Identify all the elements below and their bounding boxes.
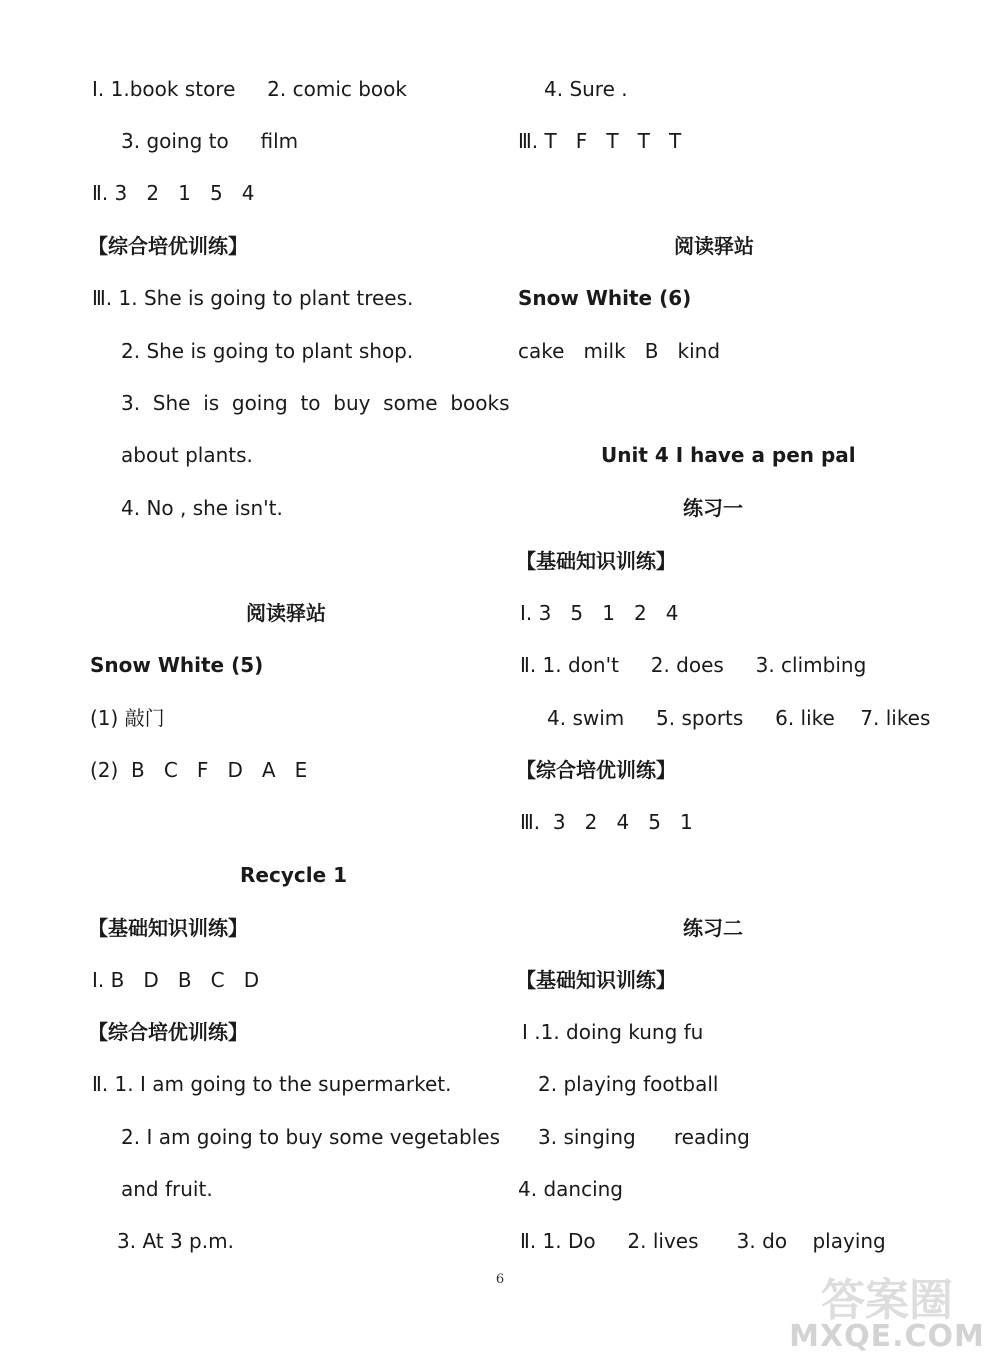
answer-line: Ⅲ. 1. She is going to plant trees.: [92, 286, 414, 310]
answer-line: Ⅰ. B D B C D: [92, 968, 260, 992]
answer-line: Ⅱ. 1. I am going to the supermarket.: [92, 1072, 452, 1096]
answer-line: 阅读驿站: [246, 601, 326, 625]
answer-line: Ⅱ. 3 2 1 5 4: [92, 181, 255, 205]
answer-line: 2. She is going to plant shop.: [121, 339, 414, 363]
answer-line: 阅读驿站: [674, 234, 754, 258]
answer-line: 4. Sure .: [544, 77, 628, 101]
answer-line: 【基础知识训练】: [516, 968, 676, 992]
answer-line: 2. I am going to buy some vegetables: [121, 1125, 501, 1149]
answer-line: Ⅰ .1. doing kung fu: [522, 1020, 704, 1044]
answer-line: Ⅱ. 1. Do 2. lives 3. do playing: [520, 1229, 886, 1253]
answer-line: Recycle 1: [240, 863, 348, 887]
answer-line: cake milk B kind: [518, 339, 721, 363]
answer-line: 练习一: [683, 496, 743, 520]
answer-line: Ⅲ. T F T T T: [518, 129, 682, 153]
answer-line: (2) B C F D A E: [90, 758, 308, 782]
answer-line: 4. dancing: [518, 1177, 623, 1201]
answer-line: 【综合培优训练】: [88, 1020, 248, 1044]
answer-line: Unit 4 I have a pen pal: [601, 443, 856, 467]
answer-line: 3. She is going to buy some books: [121, 391, 510, 415]
answer-line: 3. singing reading: [538, 1125, 750, 1149]
answer-line: 【基础知识训练】: [516, 549, 676, 573]
answer-line: 3. At 3 p.m.: [117, 1229, 234, 1253]
answer-line: Ⅰ. 1.book store 2. comic book: [92, 77, 407, 101]
answer-line: about plants.: [121, 443, 253, 467]
page-number: 6: [495, 1272, 505, 1287]
answer-line: Ⅱ. 1. don't 2. does 3. climbing: [520, 653, 867, 677]
answer-line: Ⅰ. 3 5 1 2 4: [520, 601, 679, 625]
watermark: [782, 1264, 992, 1354]
answer-line: Ⅲ. 3 2 4 5 1: [520, 810, 693, 834]
answer-line: 4. No , she isn't.: [121, 496, 283, 520]
answer-line: Snow White (6): [518, 286, 692, 310]
answer-line: and fruit.: [121, 1177, 213, 1201]
answer-line: 4. swim 5. sports 6. like 7. likes: [547, 706, 931, 730]
answer-line: 练习二: [683, 916, 743, 940]
watermark-logo: 答案圈: [821, 1275, 953, 1326]
watermark-url: MXQE.COM: [789, 1319, 985, 1354]
answer-line: 【综合培优训练】: [516, 758, 676, 782]
answer-line: 【综合培优训练】: [88, 234, 248, 258]
answer-line: (1) 敲门: [90, 706, 165, 730]
answer-line: 3. going to film: [121, 129, 299, 153]
answer-line: 【基础知识训练】: [88, 916, 248, 940]
answer-line: Snow White (5): [90, 653, 264, 677]
answer-line: 2. playing football: [538, 1072, 719, 1096]
